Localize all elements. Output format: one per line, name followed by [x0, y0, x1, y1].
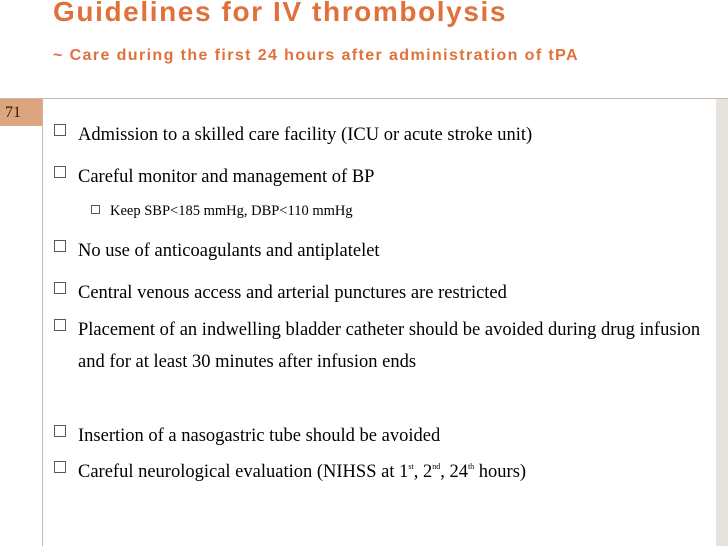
ordinal-nd: nd [432, 462, 441, 471]
slide-number: 71 [0, 99, 42, 126]
bullet-item-nihss [78, 457, 708, 489]
bullet-item: Insertion of a nasogastric tube should be avoided [78, 426, 441, 446]
ordinal-th: th [467, 462, 475, 471]
bullet-box-icon [54, 282, 66, 294]
bullet-item: No use of anticoagulants and antiplatelet [78, 241, 380, 261]
nihss-text-suffix: hours) [474, 462, 527, 482]
bullet-box-icon [54, 166, 66, 178]
nihss-text-mid2: , 24 [440, 462, 468, 482]
bullet-box-icon [54, 425, 66, 437]
bullet-box-icon [54, 319, 66, 331]
bullet-item: Placement of an indwelling bladder catheter should be avoided during drug infusion and for at least 30 minutes after infusion ends [78, 320, 701, 372]
bullet-item: Admission to a skilled care facility (ICU or acute stroke unit) [78, 125, 533, 145]
slide-subtitle: ~ Care during the first 24 hours after administration of tPA [53, 47, 579, 64]
bullet-box-icon [54, 124, 66, 136]
nihss-text-mid1: , 2 [413, 462, 433, 482]
bullet-box-icon [54, 240, 66, 252]
sub-bullet-item: Keep SBP<185 mmHg, DBP<110 mmHg [110, 203, 353, 219]
ordinal-st: st [408, 462, 414, 471]
bullet-box-icon [54, 461, 66, 473]
slide-title: Guidelines for IV thrombolysis [53, 0, 508, 27]
nihss-text-prefix: Careful neurological evaluation (NIHSS at 1 [78, 462, 409, 482]
sub-bullet-box-icon [91, 205, 100, 214]
bullet-item: Central venous access and arterial punctures are restricted [78, 283, 507, 303]
bullet-item: Careful monitor and management of BP [78, 167, 375, 187]
